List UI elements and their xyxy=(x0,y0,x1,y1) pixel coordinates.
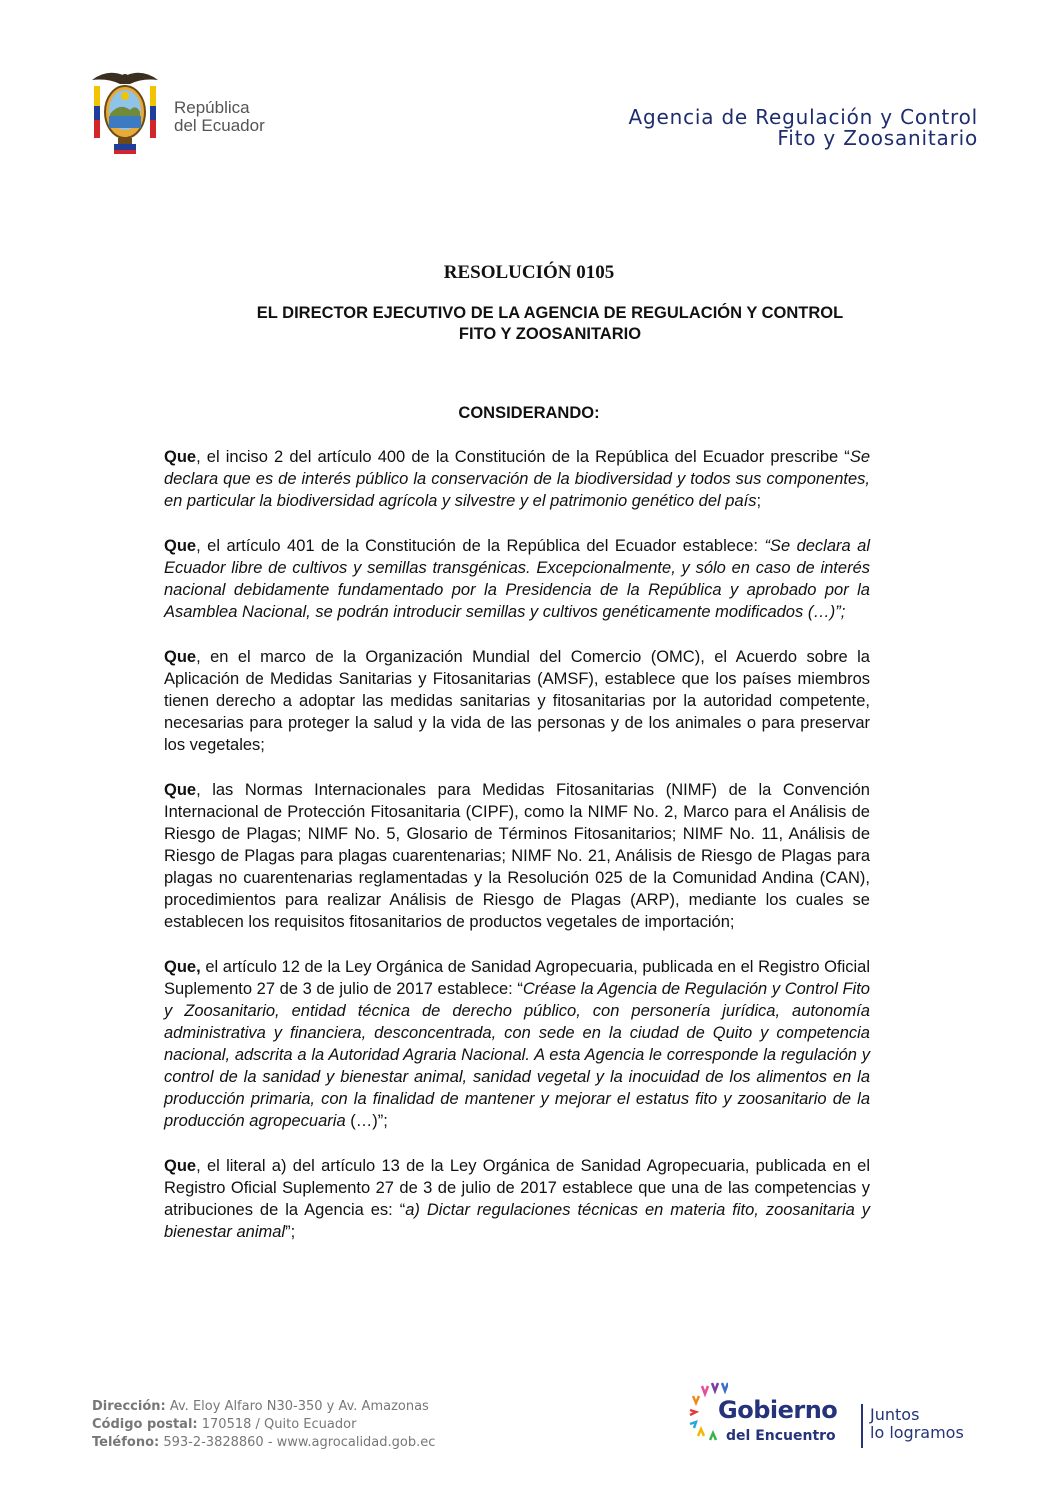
postal-label: Código postal: xyxy=(92,1417,198,1432)
paragraph xyxy=(164,535,870,623)
gobierno-encuentro-logo xyxy=(688,1378,988,1458)
paragraph xyxy=(164,1155,870,1243)
paragraph-quote: Créase la Agencia de Regulación y Control Fito y Zoosanitario, entidad técnica de derecho público, con personería jurídica, autonomía administrativa y financiera, desconcentrada, con sede en la ciudad de Quito y competencia nacional, adscrita a la Autoridad Agraria Nacional. A esta Agencia le corresponde la regulación y control de la sanidad y bienestar animal, sanidad vegetal y la inocuidad de los alimentos en la producción primaria, con la finalidad de mantener y mejorar el estatus fito y zoosanitario de la producción agropecuaria xyxy=(164,980,870,1130)
paragraph-end: ; xyxy=(756,492,762,510)
paragraph-text: , el artículo 401 de la Constitución de la República del Ecuador establece: xyxy=(196,537,765,555)
considerando-heading: CONSIDERANDO: xyxy=(458,404,600,422)
gobierno-name: Gobierno xyxy=(718,1396,838,1424)
address-label: Dirección: xyxy=(92,1399,166,1414)
paragraph-text: el artículo 12 de la Ley Orgánica de Sanidad Agropecuaria, publicada en el Registro Oficial Suplemento 27 de 3 de julio de 2017 establece: “ xyxy=(164,958,870,998)
paragraph xyxy=(164,956,870,1132)
agency-name-line2: Fito y Zoosanitario xyxy=(777,126,978,150)
director-heading xyxy=(150,303,950,345)
paragraph xyxy=(164,779,870,933)
paragraph-quote: “Se declara al Ecuador libre de cultivos y semillas transgénicas. Excepcionalmente, y sólo en caso de interés nacional debidamente fundamentado por la Presidencia de la República y aprobado por la Asamblea Nacional, se podrán introducir semillas y cultivos genéticamente modificados (…)”; xyxy=(164,537,870,621)
resolution-title: RESOLUCIÓN 0105 xyxy=(443,262,615,283)
paragraph-text: , en el marco de la Organización Mundial del Comercio (OMC), el Acuerdo sobre la Aplicación de Medidas Sanitarias y Fitosanitarias (AMSF), establece que los países miembros tienen derecho a adoptar las medidas sanitarias y fitosanitarias por la autoridad competente, necesarias para proteger la salud y la vida de las personas y de los animales o para preservar los vegetales; xyxy=(164,648,870,754)
paragraph-quote: Se declara que es de interés público la conservación de la biodiversidad y todos sus componentes, en particular la biodiversidad agrícola y silvestre y el patrimonio genético del país xyxy=(164,448,870,510)
paragraph-quote: a) Dictar regulaciones técnicas en materia fito, zoosanitaria y bienestar animal xyxy=(164,1201,871,1241)
phone-value: 593-2-3828860 - www.agrocalidad.gob.ec xyxy=(159,1435,436,1450)
footer-phone-line xyxy=(92,1434,435,1452)
logo-divider xyxy=(861,1404,863,1448)
agency-name-line1: Agencia de Regulación y Control xyxy=(628,105,978,129)
paragraph-end: ”; xyxy=(285,1223,296,1241)
coat-of-arms-icon xyxy=(90,66,160,158)
paragraph xyxy=(164,446,870,512)
phone-label: Teléfono: xyxy=(92,1435,160,1450)
slogan-line1: Juntos xyxy=(870,1405,920,1424)
footer-address xyxy=(92,1398,435,1452)
footer-postal-line xyxy=(92,1416,435,1434)
paragraph-end: (…)”; xyxy=(345,1112,388,1130)
slogan-line2: lo logramos xyxy=(870,1423,964,1442)
paragraph-text: , el inciso 2 del artículo 400 de la Constitución de la República del Ecuador prescribe “ xyxy=(196,448,850,466)
que-keyword: Que xyxy=(164,781,197,799)
document-body xyxy=(164,446,870,1266)
address-value: Av. Eloy Alfaro N30-350 y Av. Amazonas xyxy=(165,1399,429,1414)
que-keyword: Que xyxy=(164,448,197,466)
gobierno-subname: del Encuentro xyxy=(726,1428,836,1444)
que-keyword: Que, xyxy=(164,958,201,976)
paragraph xyxy=(164,646,870,756)
slogan xyxy=(870,1406,964,1442)
footer-address-line xyxy=(92,1398,435,1416)
republica-ecuador-name xyxy=(174,99,265,135)
que-keyword: Que xyxy=(164,1157,197,1175)
gov-name-line2: del Ecuador xyxy=(174,116,265,135)
paragraph-text: , las Normas Internacionales para Medidas Fitosanitarias (NIMF) de la Convención Internacional de Protección Fitosanitaria (CIPF), como la NIMF No. 2, Marco para el Análisis de Riesgo de Plagas; NIMF No. 5, Glosario de Términos Fitosanitarios; NIMF No. 11, Análisis de Riesgo de Plagas para plagas cuarentenarias; NIMF No. 21, Análisis de Riesgo de Plagas para plagas no cuarentenarias reglamentadas y la Resolución 025 de la Comunidad Andina (CAN), procedimientos para realizar Análisis de Riesgo de Plagas (ARP), mediante los cuales se establecen los requisitos fitosanitarios de productos vegetales de importación; xyxy=(164,781,870,931)
director-line2: FITO Y ZOOSANITARIO xyxy=(458,325,642,343)
gov-name-line1: República xyxy=(174,98,250,117)
director-line1: EL DIRECTOR EJECUTIVO DE LA AGENCIA DE REGULACIÓN Y CONTROL xyxy=(256,304,844,322)
paragraph-text: , el literal a) del artículo 13 de la Ley Orgánica de Sanidad Agropecuaria, publicada en el Registro Oficial Suplemento 27 de 3 de julio de 2017 establece que una de las competencias y atribuciones de la Agencia es: “ xyxy=(164,1157,870,1219)
postal-value: 170518 / Quito Ecuador xyxy=(197,1417,357,1432)
que-keyword: Que xyxy=(164,537,197,555)
agency-name xyxy=(629,107,978,149)
que-keyword: Que xyxy=(164,648,197,666)
republica-ecuador-logo xyxy=(90,66,290,158)
